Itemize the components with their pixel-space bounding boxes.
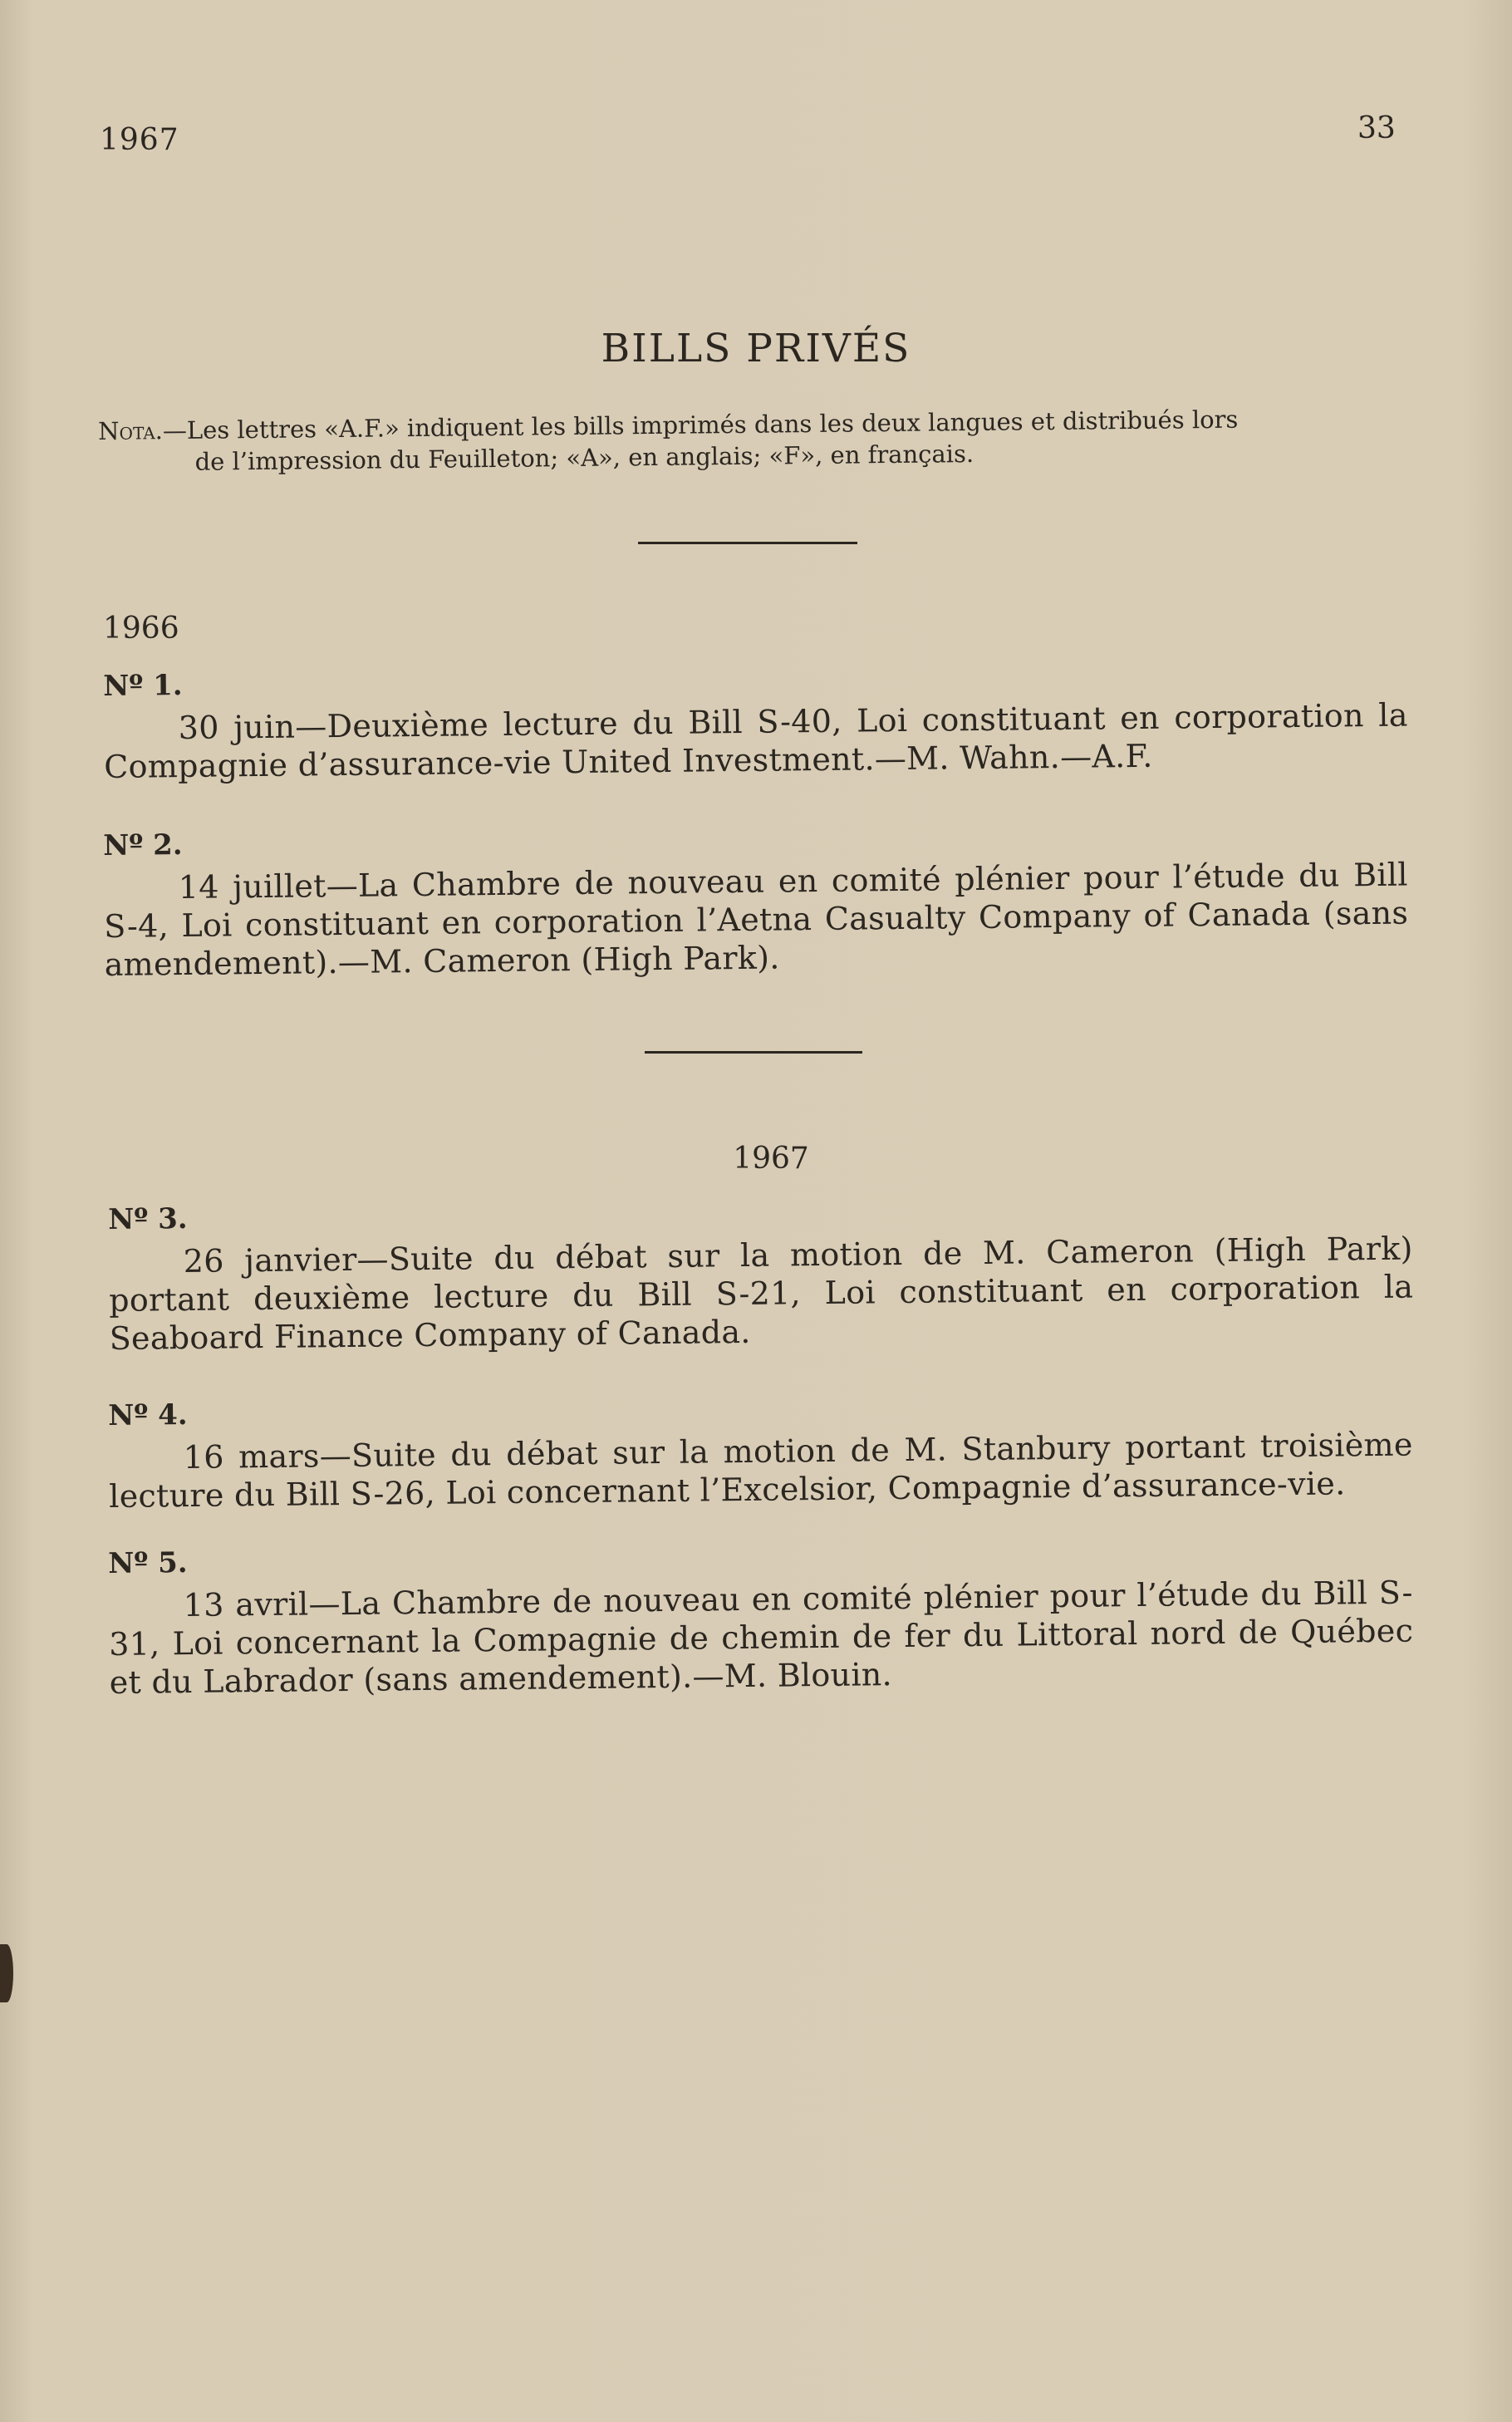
section-year-1967: 1967	[733, 1142, 809, 1176]
note-lead: Nota	[98, 416, 155, 445]
bill-entry	[103, 656, 1408, 786]
entry-text: 13 avril—La Chambre de nouveau en comité plénier pour l’étude du Bill S-31, Loi concernant la Compagnie de chemin de fer du Littoral nord de Québec et du Labrador (sans amendement).—M. Blouin.	[108, 1574, 1414, 1701]
entry-number: Nº 2.	[103, 828, 183, 862]
note-paragraph	[98, 402, 1405, 479]
bill-entry	[103, 816, 1409, 984]
entry-number: Nº 5.	[108, 1546, 188, 1580]
section-year-1966: 1966	[103, 612, 179, 646]
running-header-year: 1967	[100, 123, 179, 157]
entry-number: Nº 1.	[103, 669, 183, 703]
bill-entry	[108, 1386, 1413, 1516]
page-edge-mark	[0, 1944, 13, 2002]
section-divider	[645, 1051, 862, 1054]
entry-text: 14 juillet—La Chambre de nouveau en comité plénier pour l’étude du Bill S-4, Loi constituant en corporation l’Aetna Casualty Company of Canada (sans amendement).—M. Cameron (High Park).	[103, 856, 1409, 983]
section-divider	[638, 542, 857, 544]
entry-text: 26 janvier—Suite du débat sur la motion de M. Cameron (High Park) portant deuxième lecture du Bill S-21, Loi constituant en corporation la Seaboard Finance Company of Canada.	[108, 1230, 1414, 1357]
entry-number: Nº 3.	[108, 1202, 188, 1236]
page-title: BILLS PRIVÉS	[601, 326, 911, 371]
entry-text: 30 juin—Deuxième lecture du Bill S-40, Loi constituant en corporation la Compagnie d’assurance-vie United Investment.—M. Wahn.—A.F.	[103, 696, 1408, 785]
page-number: 33	[1357, 111, 1396, 145]
note-line-2: de l’impression du Feuilleton; «A», en anglais; «F», en français.	[194, 439, 974, 476]
note-line-1-text: .—Les lettres «A.F.» indiquent les bills imprimés dans les deux langues et distribués lors	[155, 405, 1239, 445]
entry-text: 16 mars—Suite du débat sur la motion de M. Stanbury portant troisième lecture du Bill S-26, Loi concernant l’Excelsior, Compagnie d’assurance-vie.	[108, 1426, 1413, 1515]
bill-entry	[108, 1190, 1414, 1358]
bill-entry	[108, 1534, 1414, 1702]
entry-number: Nº 4.	[108, 1398, 188, 1432]
